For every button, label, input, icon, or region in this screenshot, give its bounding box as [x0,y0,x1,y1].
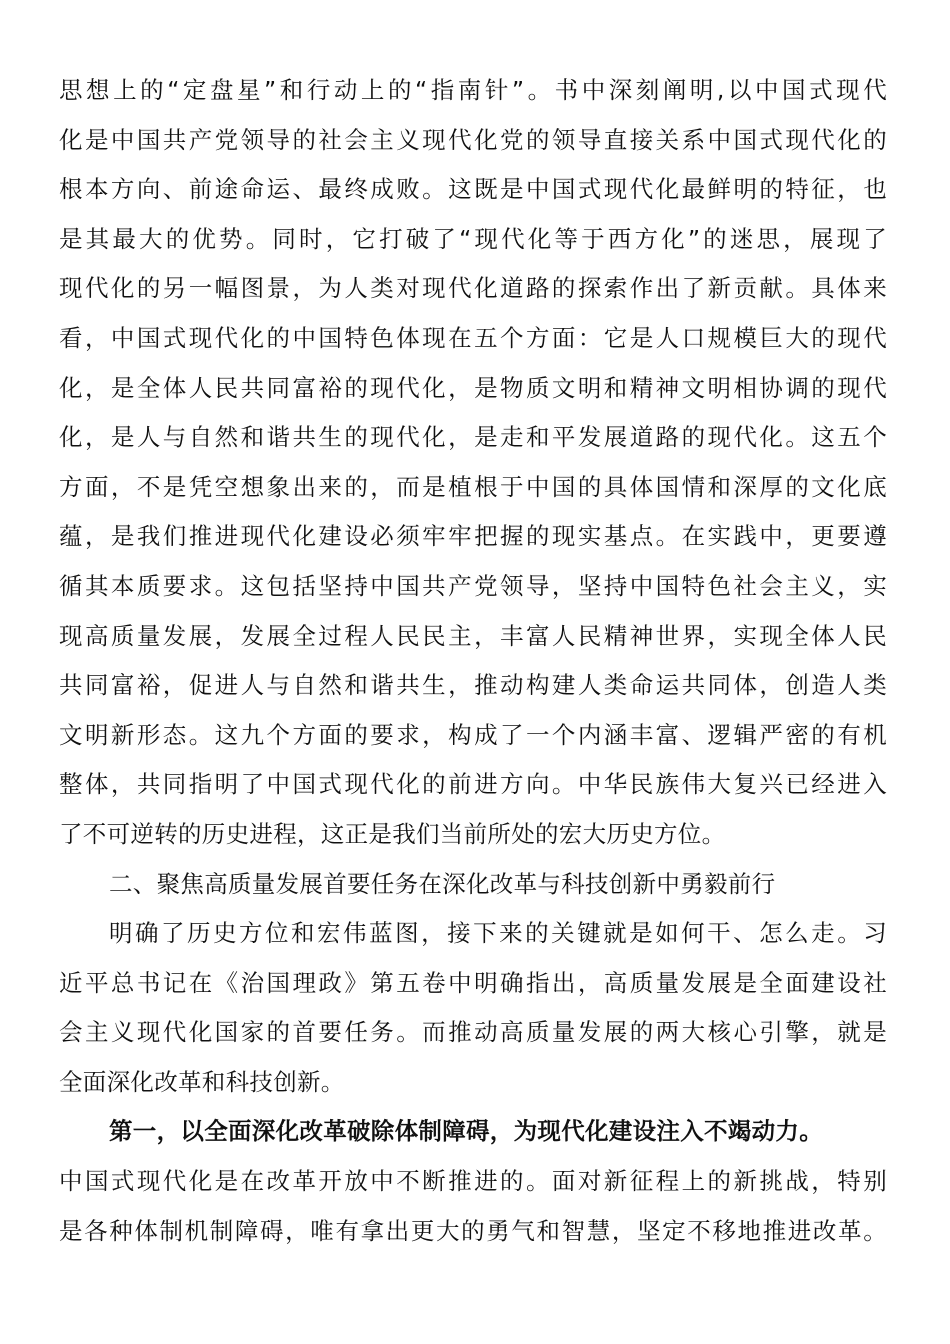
text-line: 现高质量发展，发展全过程人民民主，丰富人民精神世界，实现全体人民 [59,621,887,650]
text-line: 是其最大的优势。同时，它打破了“现代化等于西方化”的迷思，展现了 [59,224,887,253]
text-line: 现代化的另一幅图景，为人类对现代化道路的探索作出了新贡献。具体来 [59,274,887,303]
paragraph-1 [59,66,887,860]
document-page [59,66,887,1256]
text-line: 了不可逆转的历史进程，这正是我们当前所处的宏大历史方位。 [59,819,726,848]
text-line: 思想上的“定盘星”和行动上的“指南针”。书中深刻阐明,以中国式现代 [59,76,887,104]
text-line: 中国式现代化是在改革开放中不断推进的。面对新征程上的新挑战，特别 [59,1167,887,1196]
paragraph-2 [59,909,887,1107]
text-line: 全面深化改革和科技创新。 [59,1067,345,1096]
bold-subheading: 第一，以全面深化改革破除体制障碍，为现代化建设注入不竭动力。 [109,1117,823,1146]
text-line: 化，是人与自然和谐共生的现代化，是走和平发展道路的现代化。这五个 [59,423,887,452]
text-line: 是各种体制机制障碍，唯有拿出更大的勇气和智慧，坚定不移地推进改革。 [59,1216,887,1245]
text-line: 近平总书记在《治国理政》第五卷中明确指出，高质量发展是全面建设社 [59,968,887,997]
text-line: 看，中国式现代化的中国特色体现在五个方面：它是人口规模巨大的现代 [59,323,887,352]
text-line: 根本方向、前途命运、最终成败。这既是中国式现代化最鲜明的特征，也 [59,175,887,204]
text-line: 共同富裕，促进人与自然和谐共生，推动构建人类命运共同体，创造人类 [59,671,887,700]
text-line: 化是中国共产党领导的社会主义现代化党的领导直接关系中国式现代化的 [59,125,887,154]
text-line: 循其本质要求。这包括坚持中国共产党领导，坚持中国特色社会主义，实 [59,571,887,600]
paragraph-3 [59,1157,887,1256]
text-line: 蕴，是我们推进现代化建设必须牢牢把握的现实基点。在实践中，更要遵 [59,522,887,551]
text-line: 方面，不是凭空想象出来的，而是植根于中国的具体国情和深厚的文化底 [59,472,887,501]
text-line: 会主义现代化国家的首要任务。而推动高质量发展的两大核心引擎，就是 [59,1018,887,1047]
section-heading: 二、聚焦高质量发展首要任务在深化改革与科技创新中勇毅前行 [109,869,776,898]
text-line: 化，是全体人民共同富裕的现代化，是物质文明和精神文明相协调的现代 [59,373,887,402]
text-line: 明确了历史方位和宏伟蓝图，接下来的关键就是如何干、怎么走。习 [109,919,887,948]
text-line: 文明新形态。这九个方面的要求，构成了一个内涵丰富、逻辑严密的有机 [59,720,887,749]
text-line: 整体，共同指明了中国式现代化的前进方向。中华民族伟大复兴已经进入 [59,770,887,799]
